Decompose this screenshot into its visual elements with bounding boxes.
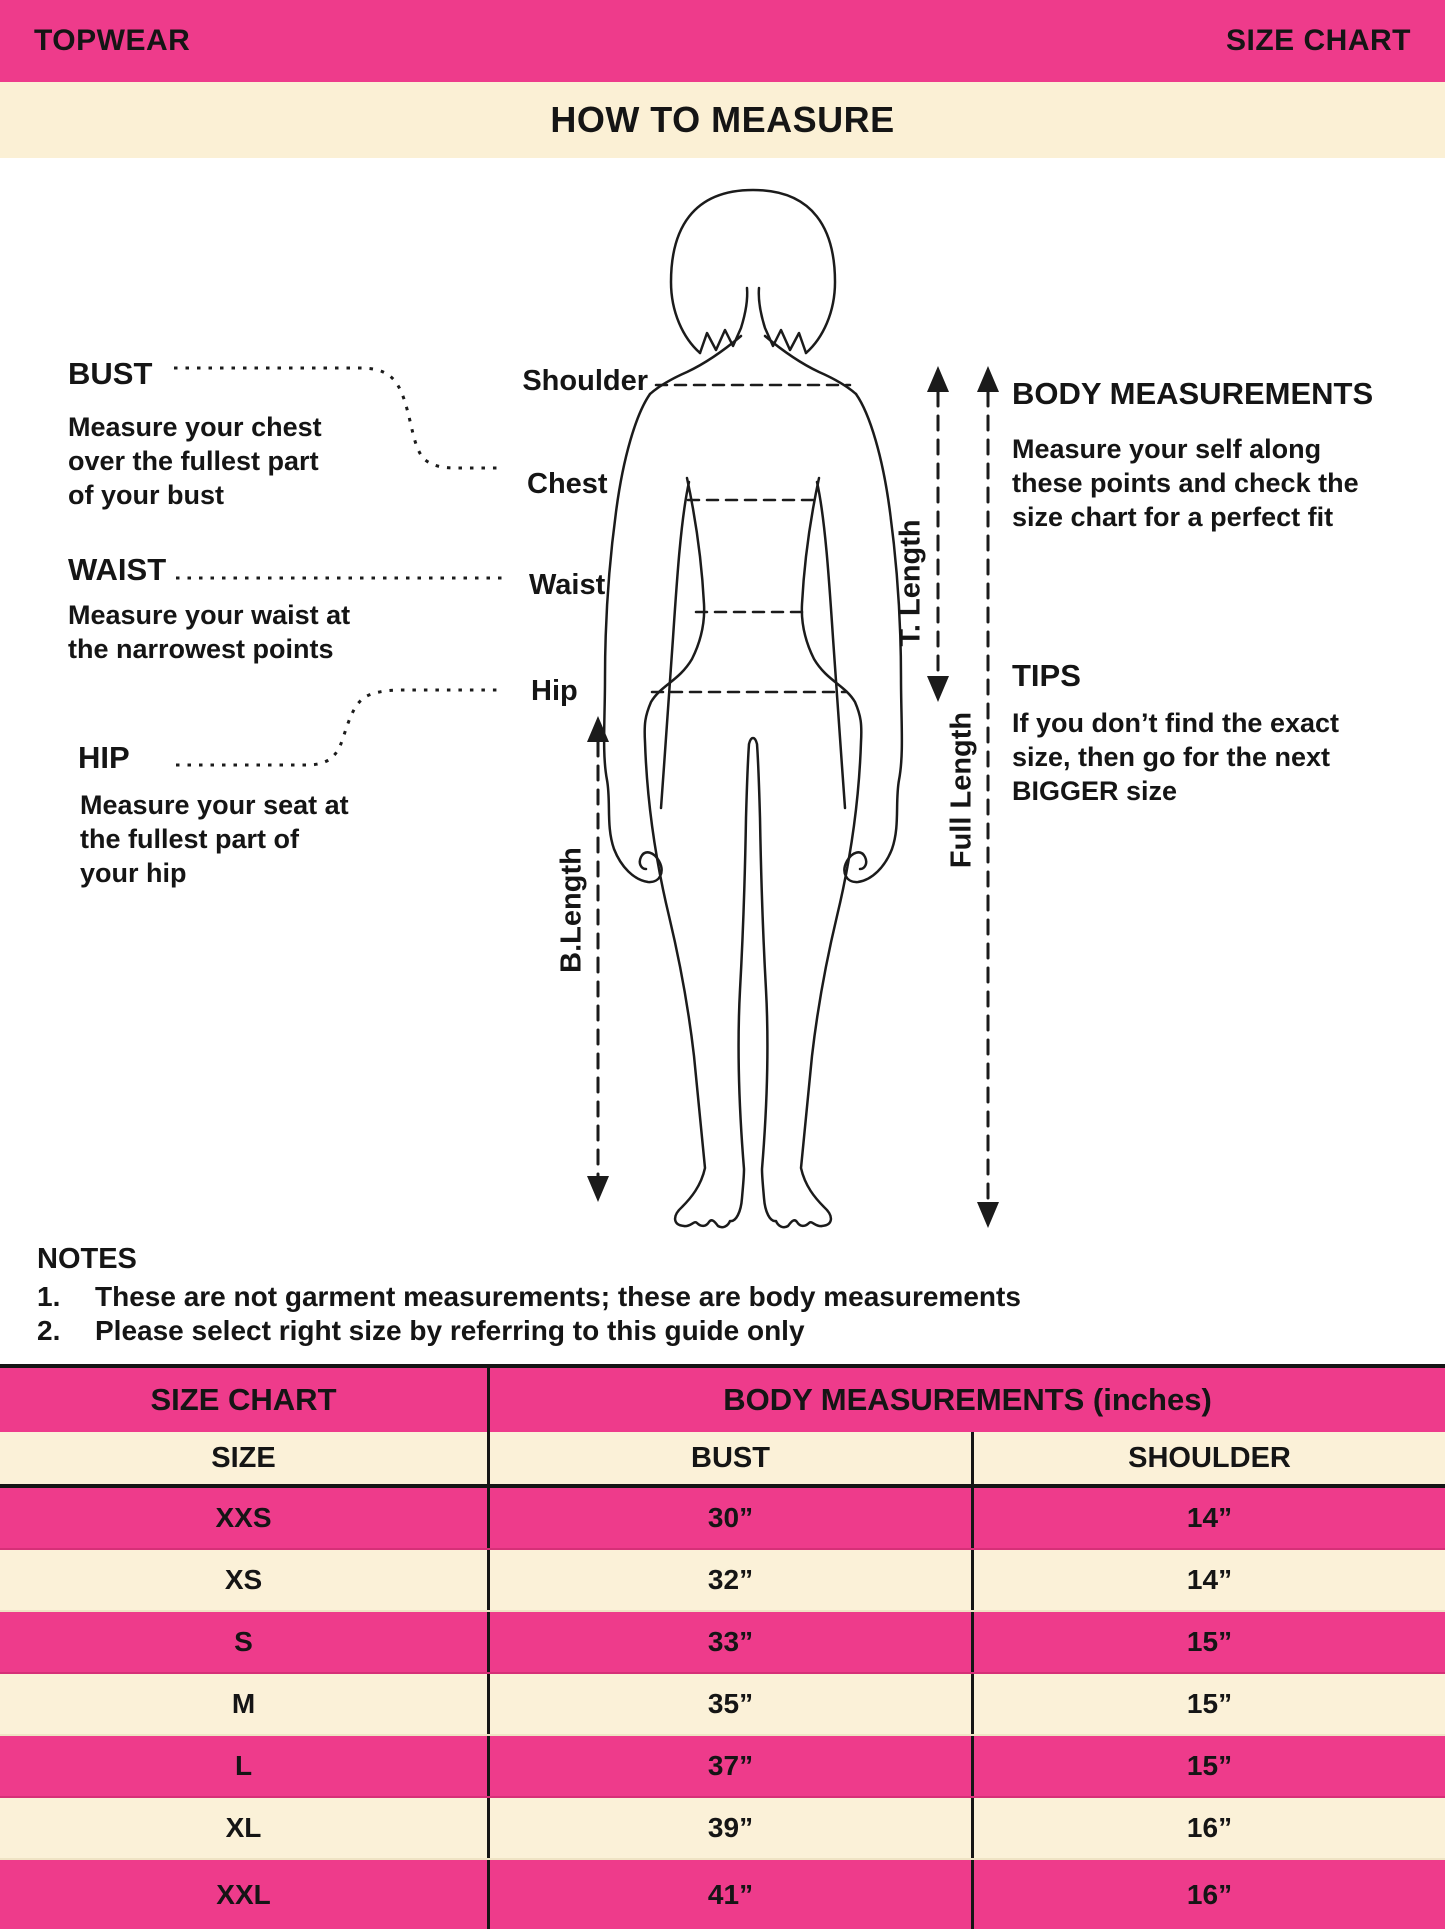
shoulder-cell: 15” <box>971 1736 1445 1796</box>
bust-cell: 39” <box>487 1798 971 1858</box>
size-cell: XL <box>225 1812 262 1843</box>
arm-right-outer <box>844 394 901 882</box>
table-row <box>0 1798 1445 1860</box>
chest-label: Chest <box>527 468 608 500</box>
notes-heading: NOTES <box>37 1243 137 1275</box>
note-text: These are not garment measurements; these are body measurements <box>95 1281 1021 1312</box>
shoulder-cell: 16” <box>971 1860 1445 1929</box>
size-cell: XXS <box>215 1502 272 1533</box>
hip-heading: HIP <box>78 740 130 775</box>
size-cell: M <box>231 1688 256 1719</box>
bust-description: Measure your chest over the fullest part of your bust <box>68 412 322 510</box>
full-length-label: Full Length <box>945 711 978 869</box>
table-row <box>0 1550 1445 1612</box>
hair-tips-right <box>759 288 806 353</box>
hair-tips-left <box>700 288 747 353</box>
t-length-arrow <box>927 366 949 702</box>
table-row <box>0 1488 1445 1550</box>
bust-cell: 30” <box>487 1488 971 1548</box>
full-length-arrowhead-up <box>977 366 999 392</box>
bust-heading: BUST <box>68 356 153 391</box>
size-cell: L <box>234 1750 253 1781</box>
arm-left-inner <box>661 482 689 808</box>
tips-description: If you don’t find the exact size, then go for the next BIGGER size <box>1012 708 1340 806</box>
body-measurements-heading: BODY MEASUREMENTS <box>1012 376 1374 411</box>
hair-outline <box>671 190 835 353</box>
note-number: 2. <box>37 1315 61 1346</box>
category-title: TOPWEAR <box>34 24 191 57</box>
bust-cell: 37” <box>487 1736 971 1796</box>
shoulder-cell: 14” <box>971 1488 1445 1548</box>
body-measurements-description: Measure your self along these points and check the size chart for a perfect fit <box>1012 434 1359 532</box>
full-length-arrow <box>977 366 999 1228</box>
waist-description: Measure your waist at the narrowest points <box>68 600 351 664</box>
hip-description: Measure your seat at the fullest part of your hip <box>80 790 349 888</box>
size-cell: XXL <box>216 1878 271 1910</box>
t-length-arrowhead-up <box>927 366 949 392</box>
note-number: 1. <box>37 1281 61 1312</box>
shoulder-cell: 15” <box>971 1612 1445 1672</box>
bust-cell: 35” <box>487 1674 971 1734</box>
b-length-arrowhead-down <box>587 1176 609 1202</box>
table-header-row <box>0 1368 1445 1432</box>
t-length-arrowhead-down <box>927 676 949 702</box>
bust-cell: 41” <box>487 1860 971 1929</box>
arm-left-outer <box>604 394 661 882</box>
table-subheader-row <box>0 1432 1445 1488</box>
shoulder-cell: 16” <box>971 1798 1445 1858</box>
waist-heading: WAIST <box>68 552 167 587</box>
column-header-size: SIZE <box>211 1441 276 1474</box>
hip-leader-line <box>176 690 504 765</box>
table-row <box>0 1736 1445 1798</box>
note-item <box>37 1314 1237 1348</box>
banner-title: HOW TO MEASURE <box>550 99 895 140</box>
b-length-arrow <box>587 716 609 1202</box>
note-item <box>37 1280 1237 1314</box>
notes-list <box>37 1280 1237 1348</box>
table-header-body-measurements: BODY MEASUREMENTS (inches) <box>487 1368 1445 1432</box>
tips-heading: TIPS <box>1012 658 1081 693</box>
t-length-label: T. Length <box>894 519 927 647</box>
column-header-bust: BUST <box>487 1432 971 1484</box>
b-length-arrowhead-up <box>587 716 609 742</box>
shoulder-cell: 14” <box>971 1550 1445 1610</box>
size-cell: XS <box>224 1564 263 1595</box>
table-row <box>0 1612 1445 1674</box>
size-cell: S <box>234 1626 253 1657</box>
table-row <box>0 1860 1445 1929</box>
shoulder-label: Shoulder <box>522 365 648 397</box>
full-length-arrowhead-down <box>977 1202 999 1228</box>
chart-title: SIZE CHART <box>1226 24 1411 57</box>
body-figure <box>604 190 902 1227</box>
bust-cell: 33” <box>487 1612 971 1672</box>
shoulder-cell: 15” <box>971 1674 1445 1734</box>
size-chart-table <box>0 1364 1445 1929</box>
waist-label: Waist <box>529 569 606 601</box>
bust-cell: 32” <box>487 1550 971 1610</box>
table-header-size-chart: SIZE CHART <box>150 1382 337 1417</box>
b-length-label: B.Length <box>555 847 588 973</box>
arm-right-inner <box>817 482 845 808</box>
note-text: Please select right size by referring to this guide only <box>95 1315 805 1346</box>
column-header-shoulder: SHOULDER <box>971 1432 1445 1484</box>
hip-label: Hip <box>531 675 578 707</box>
table-row <box>0 1674 1445 1736</box>
